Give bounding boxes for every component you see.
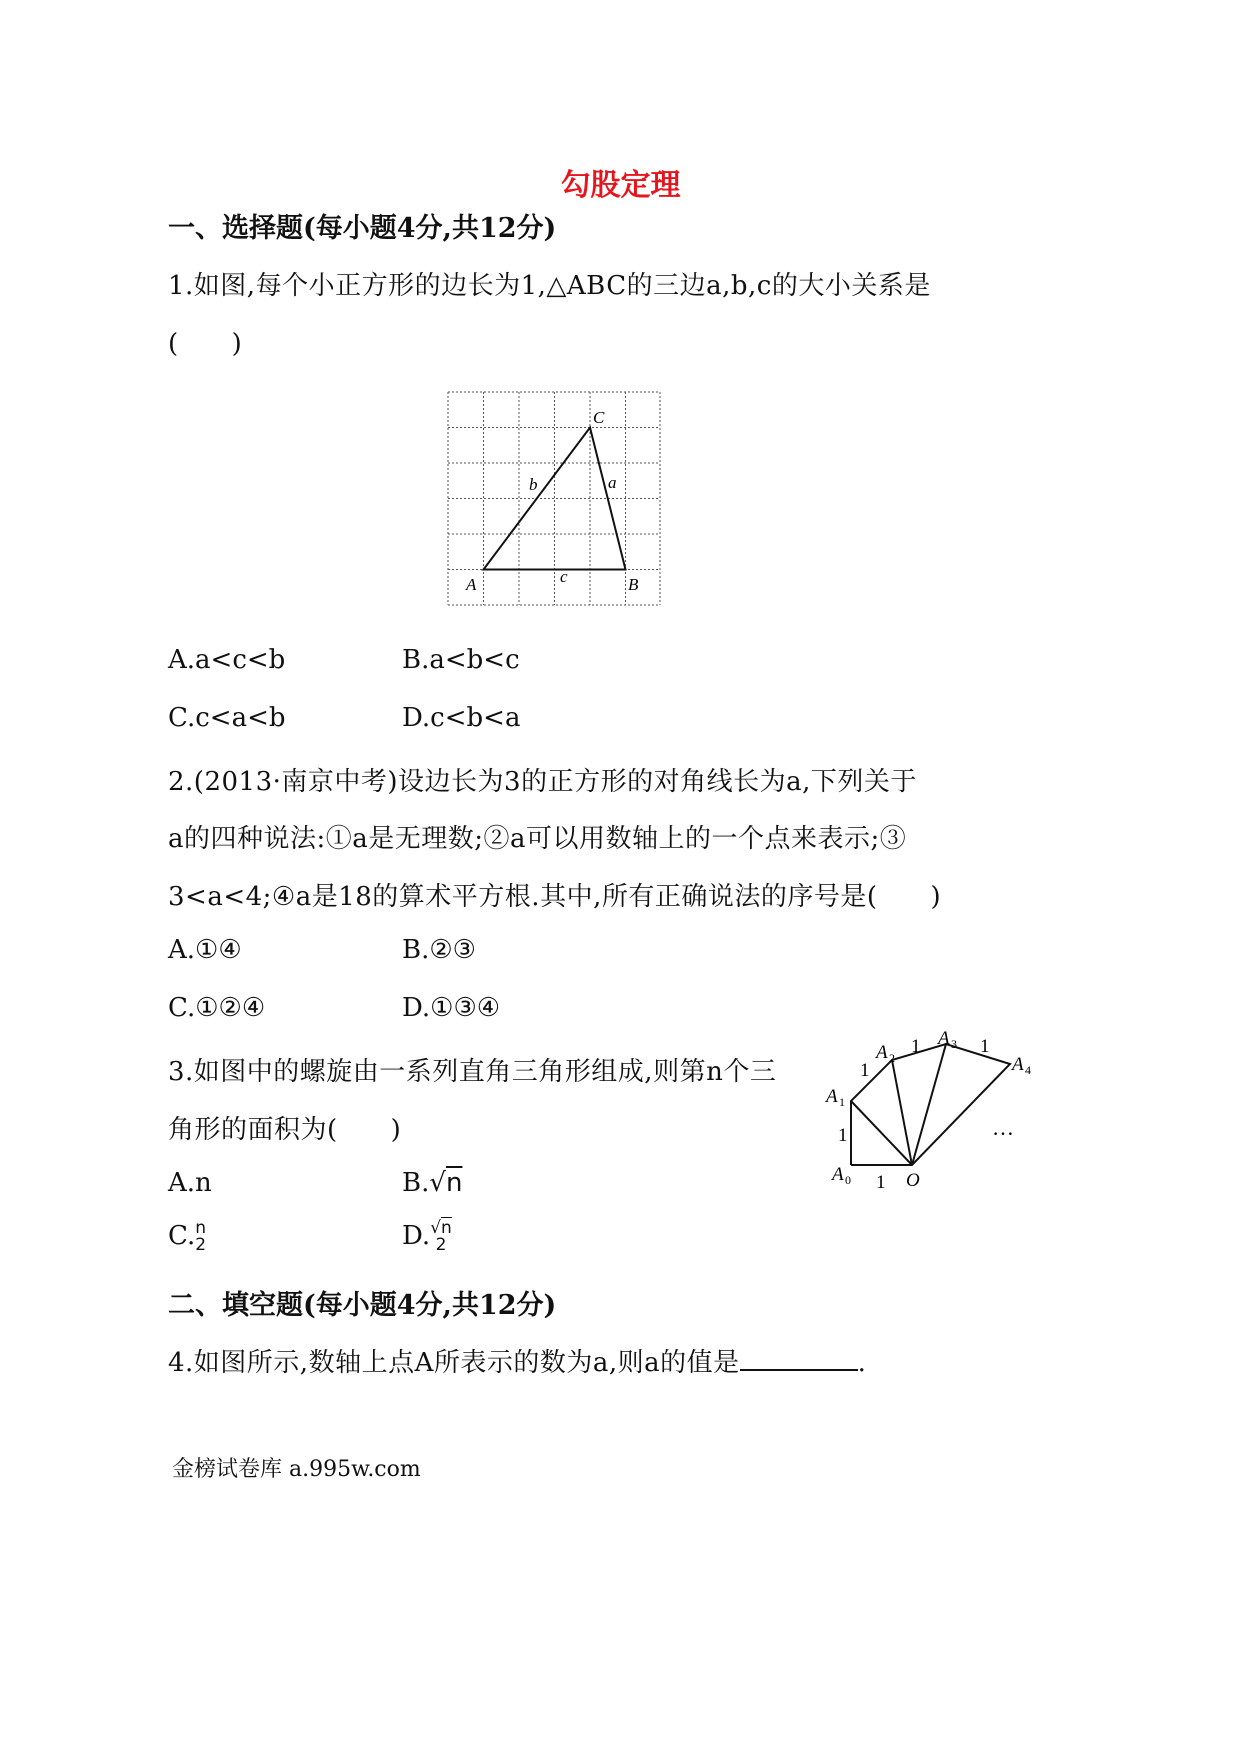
q2-option-b[interactable]: B.②③ [402,935,476,965]
label-a4: A [1012,1054,1024,1075]
footer-source: 金榜试卷库 a.995w.com [172,1457,421,1482]
q1-option-a[interactable]: A.a<c<b [168,645,286,675]
fraction-numerator: √n [430,1218,452,1238]
label-side-1-bottom: 1 [876,1172,886,1193]
vertex-label-a: A [466,575,477,594]
fraction-numerator: n [195,1218,207,1238]
question-4 [168,1342,866,1379]
fraction-sqrt-n-over-2 [430,1220,452,1254]
section-heading-fill-in: 二、填空题(每小题4分,共12分) [168,1290,557,1321]
label-a2-sub: 2 [889,1051,895,1065]
q3-option-c[interactable] [168,1220,206,1254]
spiral-triangles-figure [820,1020,1060,1200]
label-a0: A [832,1164,844,1185]
q3-option-d-prefix: D. [402,1221,431,1251]
question-3-line-1: 3.如图中的螺旋由一系列直角三角形组成,则第n个三 [168,1057,777,1087]
label-a2: A [876,1042,888,1063]
q3-option-b[interactable] [402,1168,462,1198]
sqrt-n: √n [429,1168,463,1198]
label-a1: A [826,1086,838,1107]
q3-option-c-prefix: C. [168,1221,196,1251]
q3-option-b-prefix: B. [402,1168,430,1198]
label-a1-sub: 1 [839,1095,845,1109]
q3-option-a[interactable]: A.n [168,1168,212,1198]
label-a0-sub: 0 [845,1173,851,1187]
q3-option-d[interactable] [402,1220,452,1254]
fraction-radicand: n [441,1218,452,1238]
label-side-1-a2a3: 1 [911,1036,921,1057]
answer-blank[interactable] [740,1345,858,1371]
q1-option-b[interactable]: B.a<b<c [402,645,520,675]
fraction-denominator: 2 [195,1235,207,1255]
question-2-line-1: 2.(2013·南京中考)设边长为3的正方形的对角线长为a,下列关于 [168,767,917,797]
page-title: 勾股定理 [560,168,681,203]
section-heading-choice: 一、选择题(每小题4分,共12分) [168,213,557,244]
dotted-grid [448,392,660,605]
label-side-1-a3a4: 1 [980,1036,990,1057]
continuation-dots: … [992,1115,1014,1140]
q2-option-a[interactable]: A.①④ [168,935,242,965]
question-1-line-2: ( ) [168,329,243,359]
fraction-n-over-2 [195,1220,206,1254]
question-3-line-2: 角形的面积为( ) [168,1115,402,1145]
vertex-label-b: B [628,575,639,594]
sqrt-radicand: n [445,1168,463,1198]
label-o: O [906,1170,920,1191]
question-2-line-3: 3<a<4;④a是18的算术平方根.其中,所有正确说法的序号是( ) [168,882,942,912]
label-side-1-vertical: 1 [838,1125,848,1146]
grid-triangle-figure [446,390,662,608]
vertex-label-c: C [593,408,605,427]
spiral-lines [851,1044,1010,1165]
question-1-line-1: 1.如图,每个小正方形的边长为1,△ABC的三边a,b,c的大小关系是 [168,271,931,301]
q1-option-c[interactable]: C.c<a<b [168,703,286,733]
q2-option-d[interactable]: D.①③④ [402,993,501,1023]
question-4-text: 4.如图所示,数轴上点A所表示的数为a,则a的值是 [168,1348,740,1378]
label-a3: A [938,1028,950,1049]
label-a4-sub: 4 [1025,1063,1031,1077]
question-2-line-2: a的四种说法:①a是无理数;②a可以用数轴上的一个点来表示;③ [168,824,907,854]
question-4-end: . [857,1348,867,1378]
label-side-1-a1a2: 1 [860,1060,870,1081]
q1-option-d[interactable]: D.c<b<a [402,703,521,733]
fraction-denominator: 2 [435,1235,447,1255]
side-label-c: c [560,567,568,586]
q2-option-c[interactable]: C.①②④ [168,993,266,1023]
side-label-a: a [608,473,617,492]
side-label-b: b [529,475,538,494]
label-a3-sub: 3 [951,1037,957,1051]
